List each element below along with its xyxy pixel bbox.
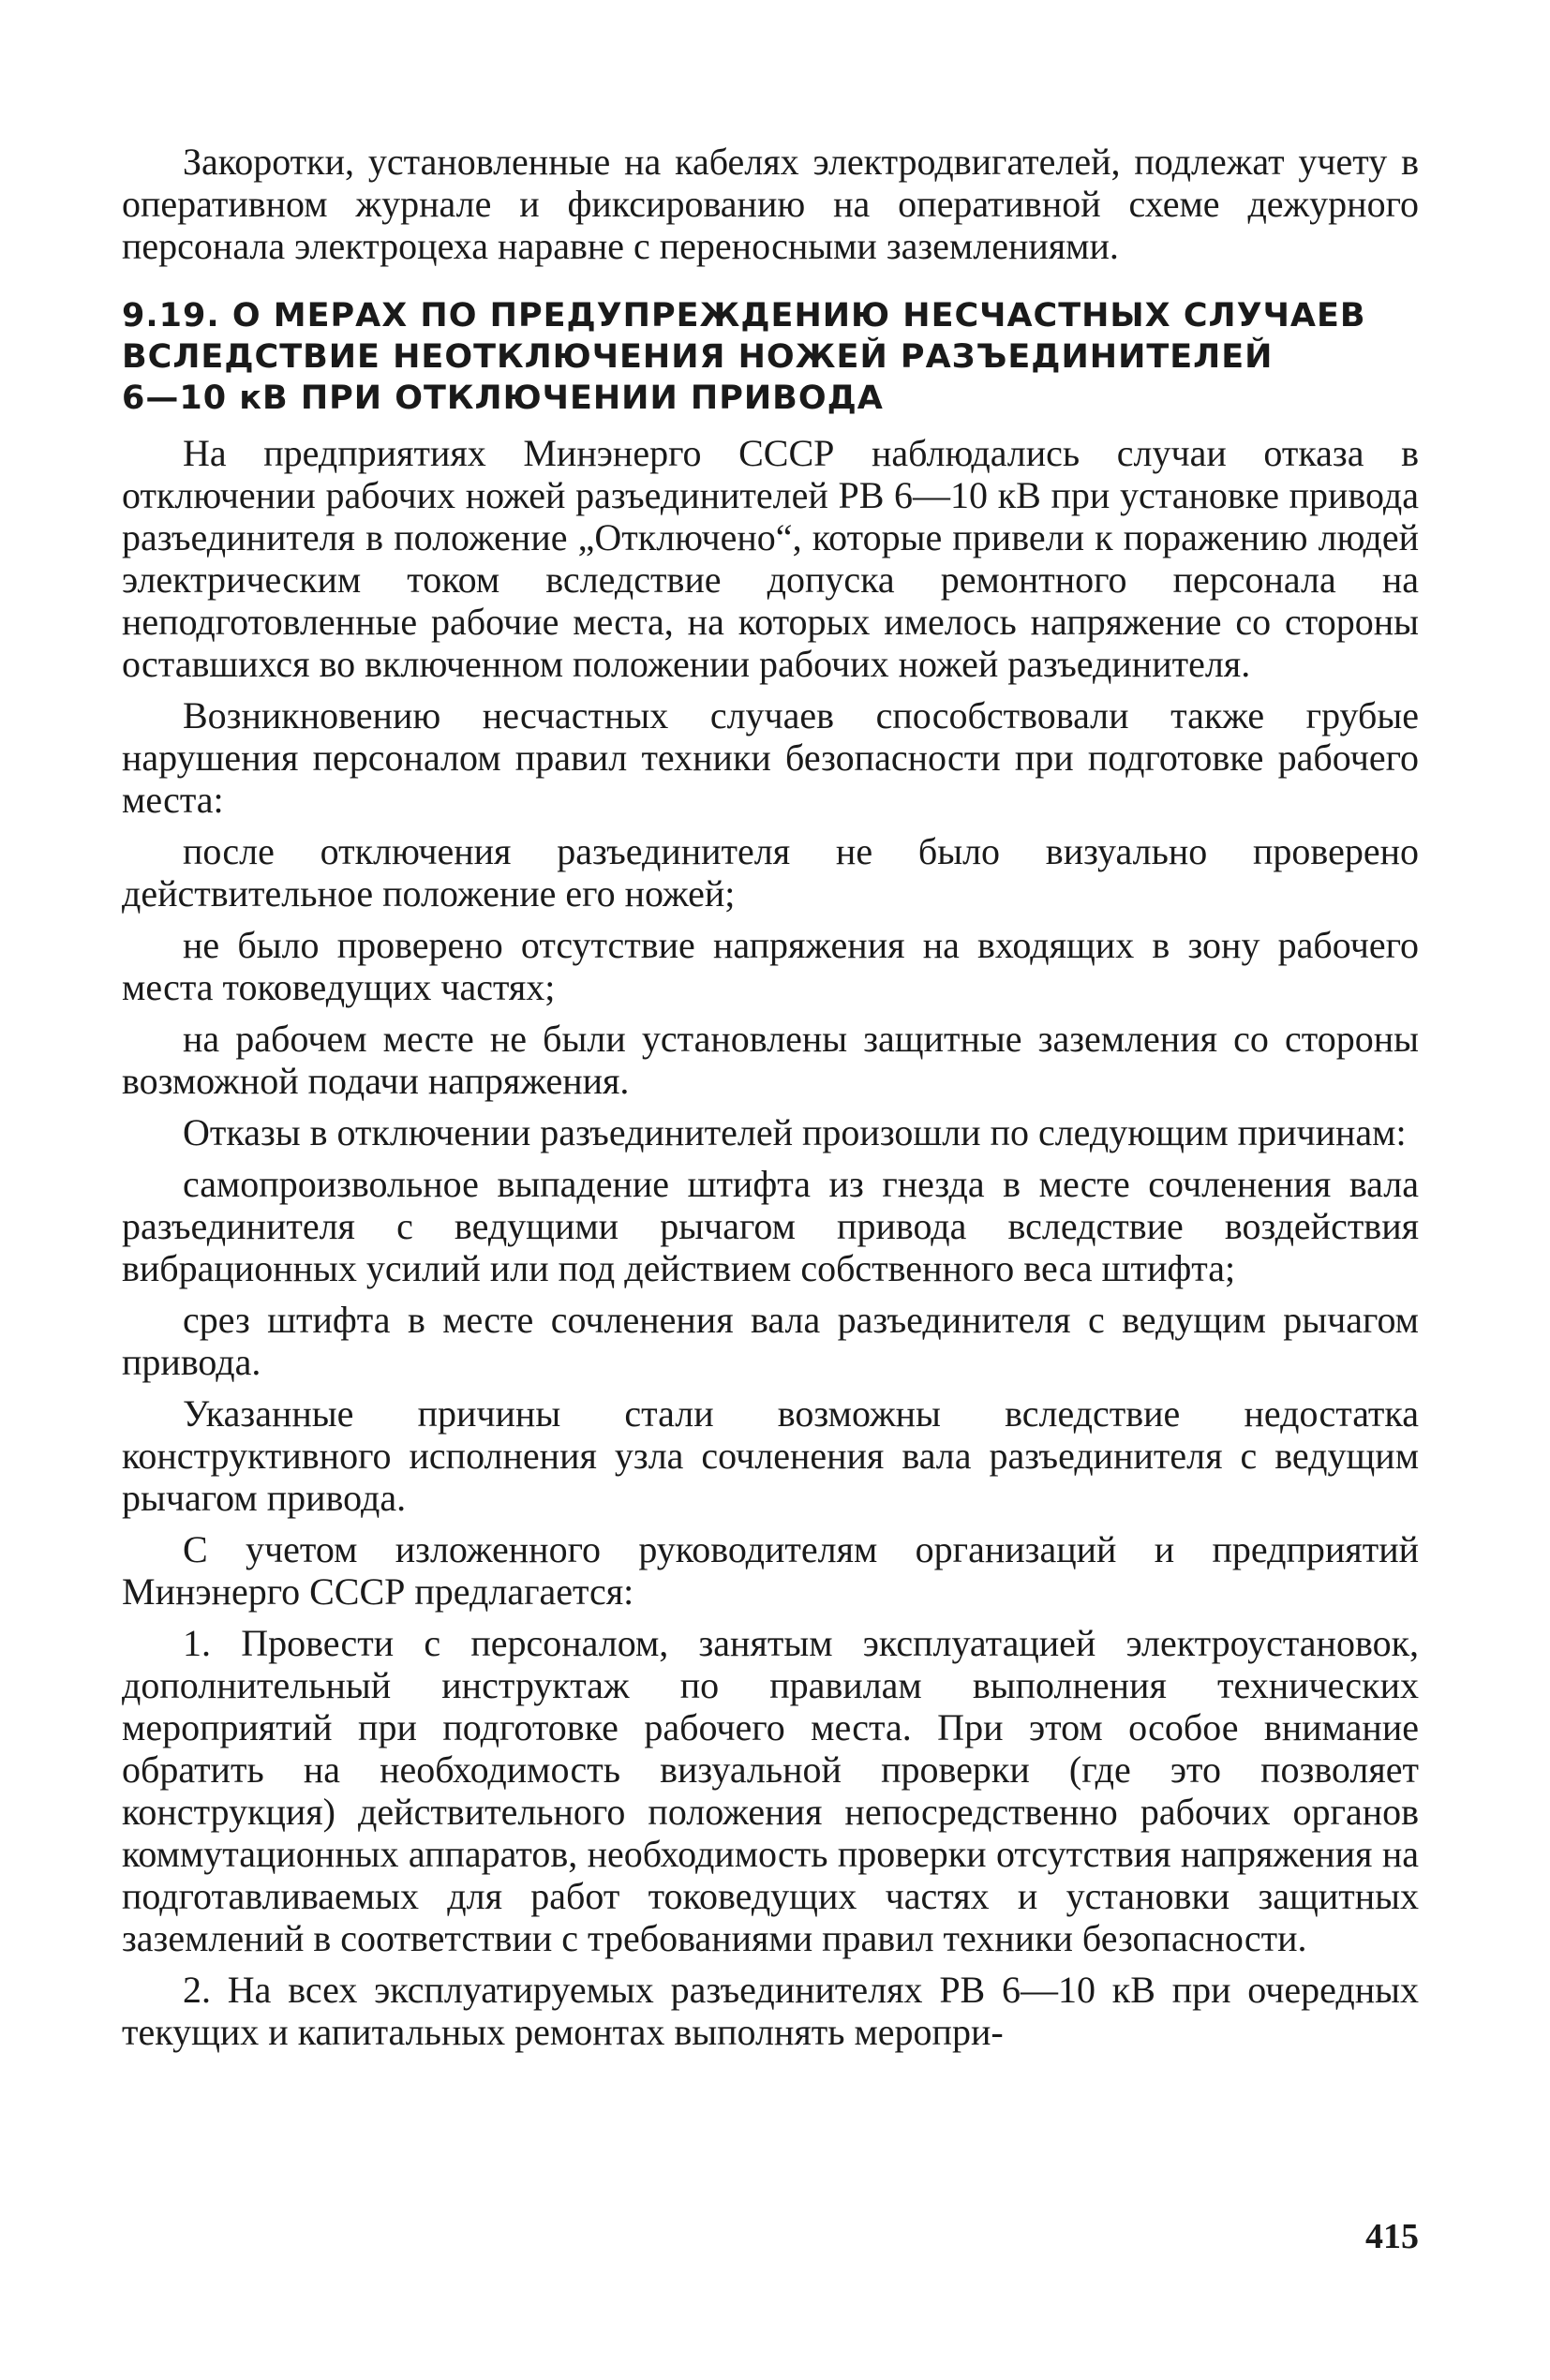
section-heading-line-3: 6—10 кВ ПРИ ОТКЛЮЧЕНИИ ПРИВОДА: [122, 379, 884, 417]
list-item-not-checked-voltage: не было проверено отсутствие напряжения на входящих в зону рабочего места токоведущих частях;: [122, 924, 1419, 1008]
numbered-item-2: 2. На всех эксплуатируемых разъединителях РВ 6—10 кВ при очередных текущих и капитальных ремонтах выполнять меропри-: [122, 1969, 1419, 2053]
section-heading: [122, 295, 1419, 419]
section-heading-line-2: ВСЛЕДСТВИЕ НЕОТКЛЮЧЕНИЯ НОЖЕЙ РАЗЪЕДИНИТЕЛЕЙ: [122, 338, 1274, 376]
document-page: [122, 141, 1419, 2053]
paragraph-failure-causes: Отказы в отключении разъединителей произошли по следующим причинам:: [183, 1111, 1407, 1153]
list-item-not-checked-blades: после отключения разъединителя не было визуально проверено действительное положение его ножей;: [122, 830, 1419, 915]
section-heading-line-1: 9.19. О МЕРАХ ПО ПРЕДУПРЕЖДЕНИЮ НЕСЧАСТНЫХ СЛУЧАЕВ: [122, 297, 1366, 335]
paragraph-design-flaw: Указанные причины стали возможны вследствие недостатка конструктивного исполнения узла сочленения вала разъединителя с ведущим рычагом привода.: [122, 1392, 1419, 1519]
list-item-pin-shear: срез штифта в месте сочленения вала разъединителя с ведущим рычагом привода.: [122, 1299, 1419, 1383]
numbered-item-1: 1. Провести с персоналом, занятым эксплуатацией электроустановок, дополнительный инструктаж по правилам выполнения технических мероприятий при подготовке рабочего места. При этом особое внимание обратить на необходимость визуальной проверки (где это позволяет конструкция) действительного положения непосредственно рабочих органов коммутационных аппаратов, необходимость проверки отсутствия напряжения на подготавливаемых для работ токоведущих частях и установки защитных заземлений в соответствии с требованиями правил техники безопасности.: [122, 1622, 1419, 1959]
paragraph-accidents-observed: На предприятиях Минэнерго СССР наблюдались случаи отказа в отключении рабочих ножей разъединителей РВ 6—10 кВ при установке привода разъединителя в положение „Отключено“, которые привели к поражению людей электрическим током вследствие допуска ремонтного персонала на неподготовленные рабочие места, на которых имелось напряжение со стороны оставшихся во включенном положении рабочих ножей разъединителя.: [122, 432, 1419, 685]
page-number: 415: [1365, 2217, 1419, 2256]
paragraph-proposal-intro: С учетом изложенного руководителям организаций и предприятий Минэнерго СССР предлагается:: [122, 1528, 1419, 1613]
paragraph-safety-violations: Возникновению несчастных случаев способствовали также грубые нарушения персоналом правил техники безопасности при подготовке рабочего места:: [122, 694, 1419, 821]
intro-paragraph: Закоротки, установленные на кабелях электродвигателей, подлежат учету в оперативном журнале и фиксированию на оперативной схеме дежурного персонала электроцеха наравне с переносными заземлениями.: [122, 141, 1419, 267]
list-item-no-grounding: на рабочем месте не были установлены защитные заземления со стороны возможной подачи напряжения.: [122, 1018, 1419, 1102]
list-item-pin-fallout: самопроизвольное выпадение штифта из гнезда в месте сочленения вала разъединителя с ведущими рычагом привода вследствие воздействия вибрационных усилий или под действием собственного веса штифта;: [122, 1163, 1419, 1289]
